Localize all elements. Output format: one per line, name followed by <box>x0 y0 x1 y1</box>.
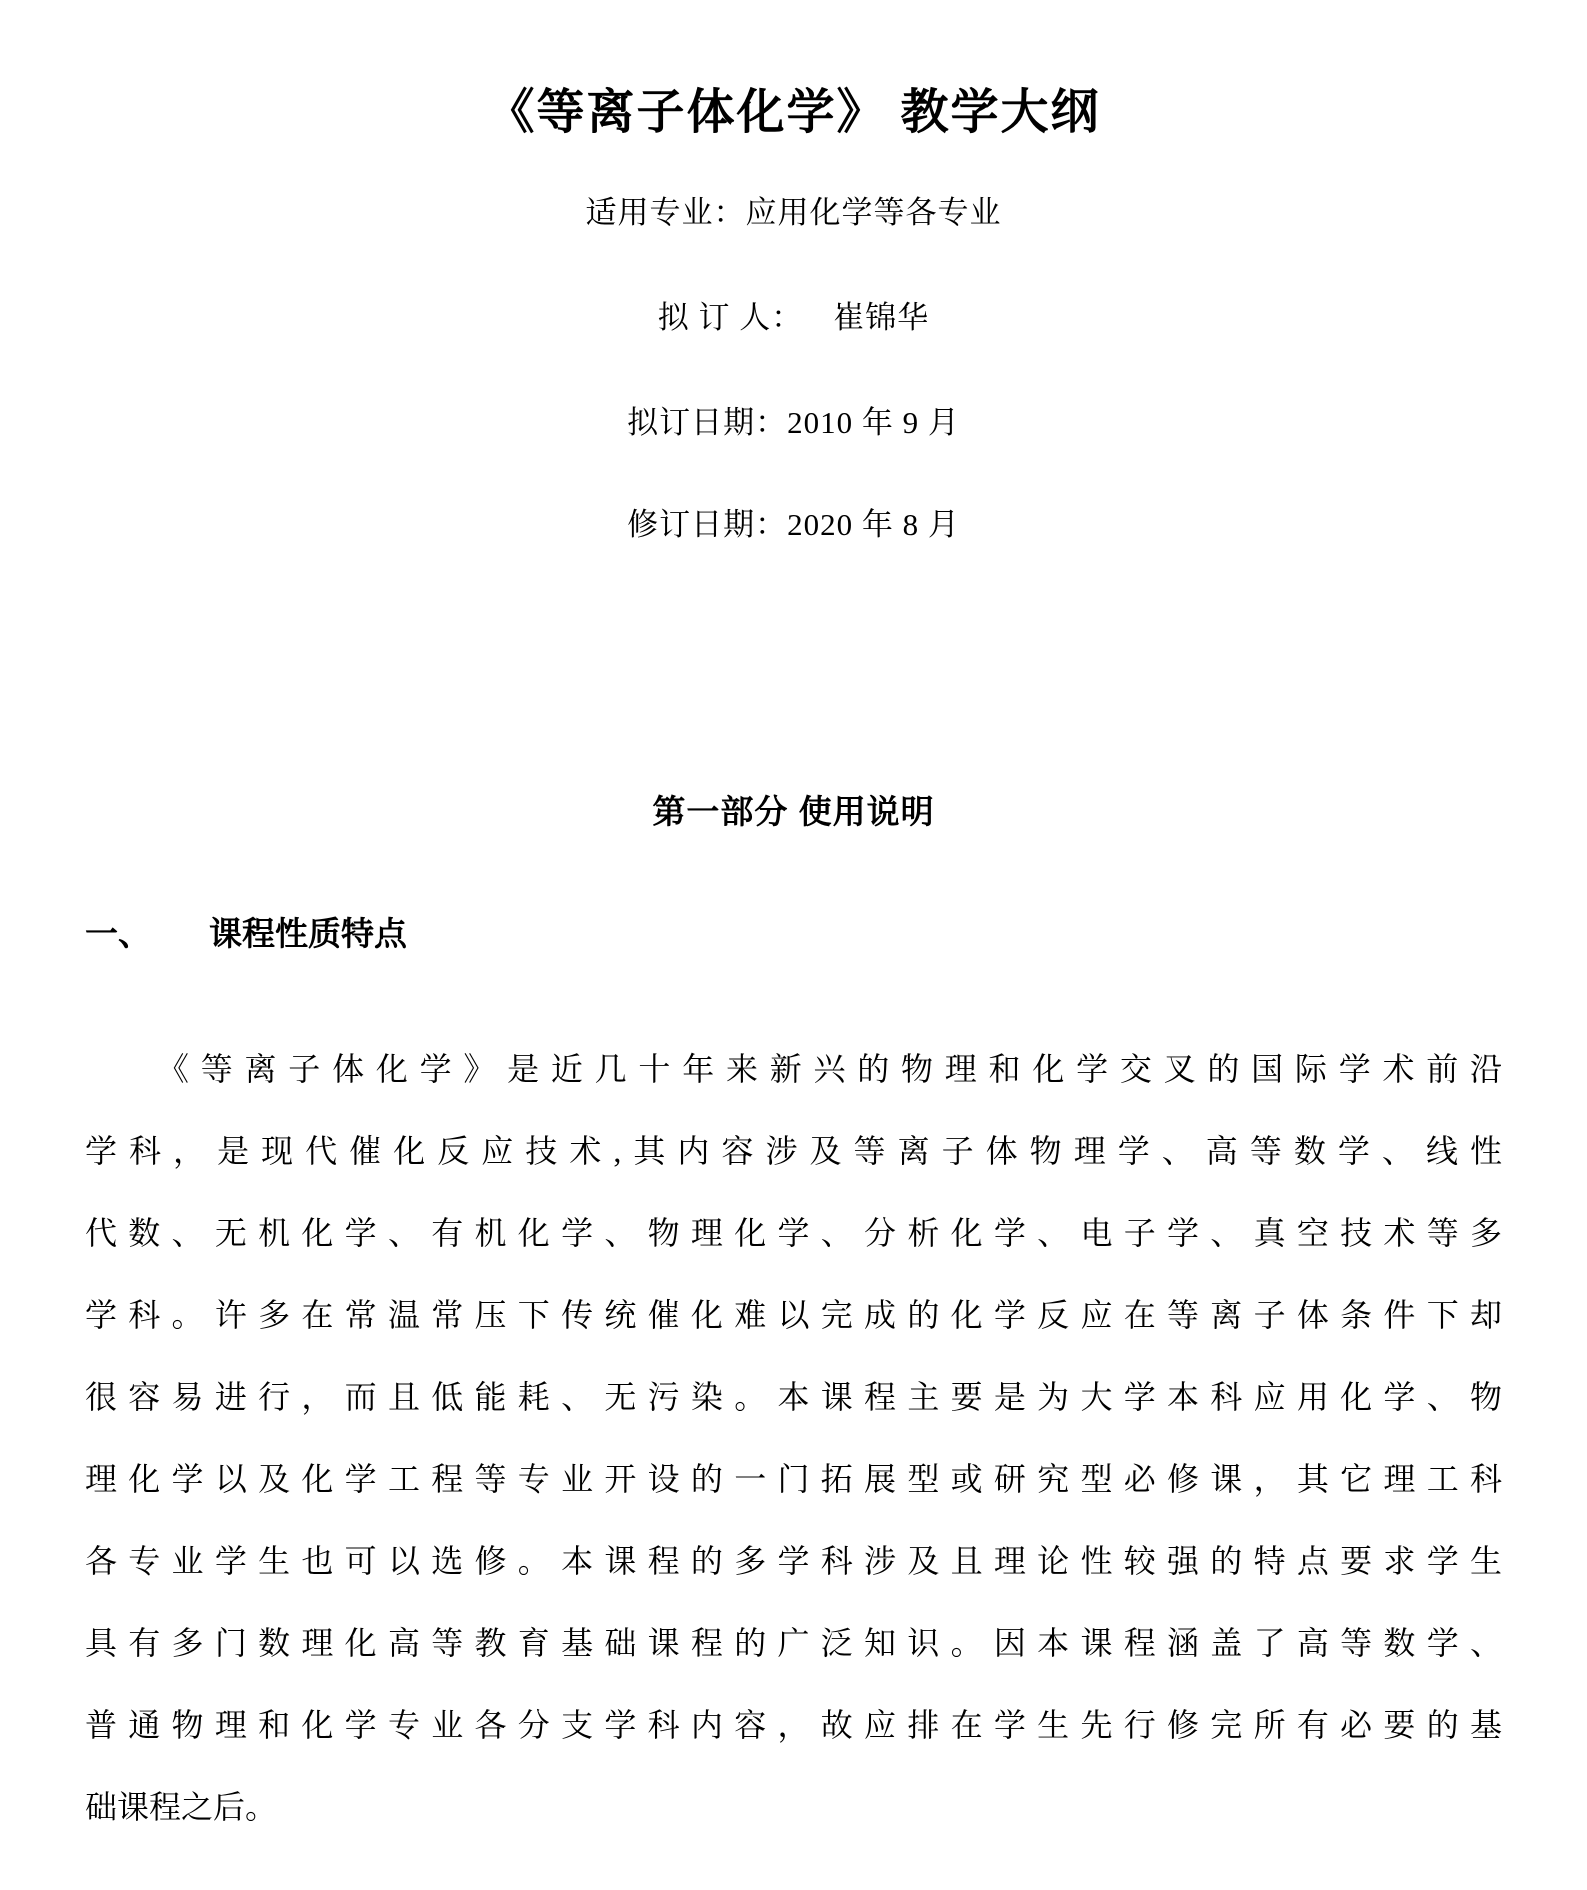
meta-major-value: 应用化学等各专业 <box>745 195 1002 230</box>
meta-author-label: 拟 订 人： <box>657 300 804 335</box>
paragraph-line: 很容易进行，而且低能耗、无污染。本课程主要是为大学本科应用化学、物 <box>85 1379 1502 1415</box>
paragraph-line: 学科，是现代催化反应技术,其内容涉及等离子体物理学、高等数学、线性 <box>85 1133 1502 1169</box>
paragraph-line: 各专业学生也可以选修。本课程的多学科涉及且理论性较强的特点要求学生 <box>85 1543 1502 1579</box>
paragraph-line: 学科。许多在常温常压下传统催化难以完成的化学反应在等离子体条件下却 <box>85 1297 1502 1333</box>
document-title: 《等离子体化学》 教学大纲 <box>486 86 1101 139</box>
section-number: 一、 <box>85 915 151 952</box>
paragraph-line: 础课程之后。 <box>85 1789 278 1825</box>
meta-author-value: 崔锦华 <box>833 300 930 335</box>
part-heading: 第一部分 使用说明 <box>652 793 935 830</box>
meta-line-author <box>85 298 1502 338</box>
paragraph-line: 普通物理和化学专业各分支学科内容，故应排在学生先行修完所有必要的基 <box>85 1707 1502 1743</box>
paragraph-line: 《等离子体化学》是近几十年来新兴的物理和化学交叉的国际学术前沿 <box>157 1051 1502 1087</box>
section-heading <box>85 912 1502 956</box>
meta-revision-date-value: 2020 年 8 月 <box>787 507 960 542</box>
meta-draft-date-value: 2010 年 9 月 <box>787 405 960 440</box>
meta-line-major <box>85 193 1502 233</box>
paragraph-line: 具有多门数理化高等教育基础课程的广泛知识。因本课程涵盖了高等数学、 <box>85 1625 1502 1661</box>
paragraph-line: 理化学以及化学工程等专业开设的一门拓展型或研究型必修课，其它理工科 <box>85 1461 1502 1497</box>
paragraph <box>85 1028 1502 1848</box>
meta-draft-date-label: 拟订日期： <box>627 405 788 440</box>
paragraph-line: 代数、无机化学、有机化学、物理化学、分析化学、电子学、真空技术等多 <box>85 1215 1502 1251</box>
section-title: 课程性质特点 <box>209 915 407 952</box>
meta-major-label: 适用专业： <box>585 195 746 230</box>
meta-revision-date-label: 修订日期： <box>627 507 788 542</box>
meta-line-draft-date <box>85 403 1502 443</box>
meta-line-revision-date <box>85 505 1502 545</box>
